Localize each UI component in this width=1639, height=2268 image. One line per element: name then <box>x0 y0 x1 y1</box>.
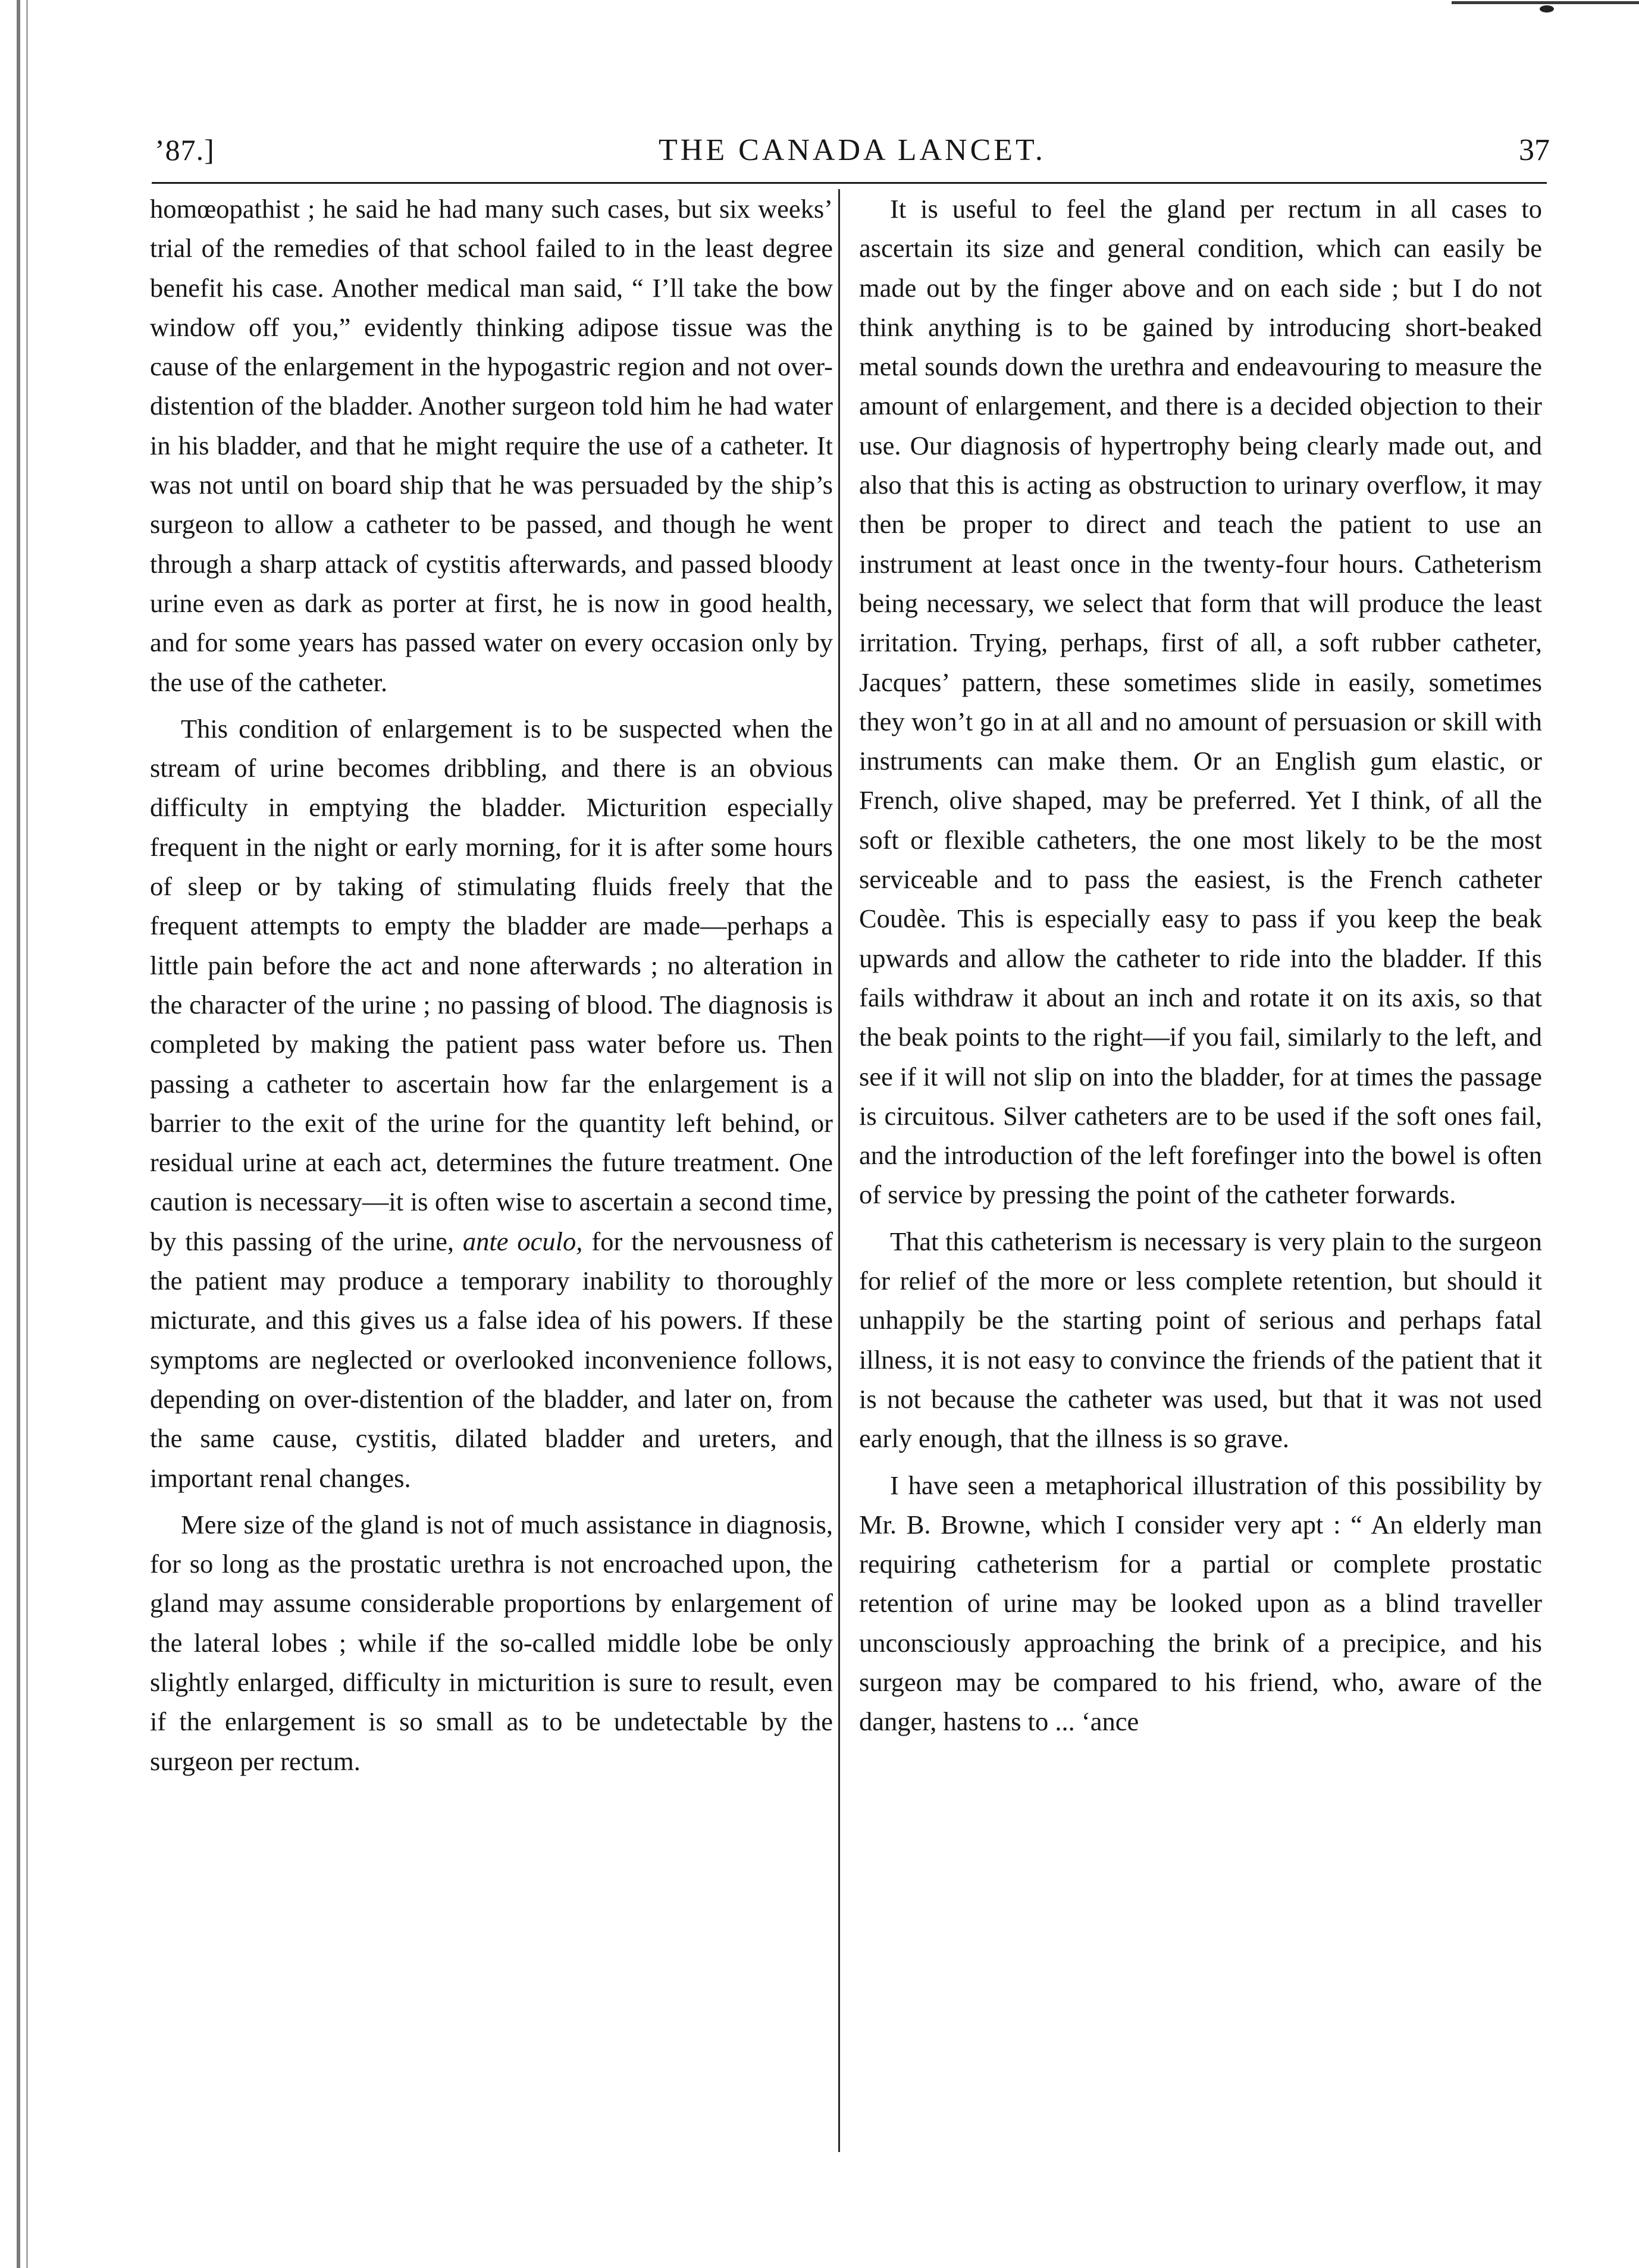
left-paragraph-3: Mere size of the gland is not of much assistance in diagnosis, for so long as the prostatic urethra is not encroached upon, the gland may assume considerable proportions by enlargement of the lateral lobes ; while if the so-called middle lobe be only slightly enlarged, difficulty in micturition is sure to result, even if the enlargement is so small as to be undetectable by the surgeon per rectum. <box>150 1509 833 1776</box>
binding-edge-line <box>26 0 28 2268</box>
running-header <box>155 128 1550 181</box>
column-divider <box>838 189 840 2152</box>
running-date: ’87.] <box>155 133 215 167</box>
left-paragraph-2 <box>150 709 833 1498</box>
right-paragraph-2: That this catheterism is necessary is very plain to the surgeon for relief of the more or less complete retention, but should it unhappily be the starting point of serious and perhaps fatal illness, it is not easy to convince the friends of the patient that it is not because the catheter was used, but that it was not used early enough, that the illness is so grave. <box>859 1226 1542 1454</box>
binding-edge-shadow <box>17 0 20 2268</box>
right-paragraph-1: It is useful to feel the gland per rectum in all cases to ascertain its size and general condition, which can easily be made out by the finger above and on each side ; but I do not think anything is to be gained by introducing short-beaked metal sounds down the urethra and endeavouring to measure the amount of enlargement, and there is a decided objection to their use. Our diagnosis of hypertrophy being clearly made out, and also that this is acting as obstruction to urinary overflow, it may then be proper to direct and teach the patient to use an instrument at least once in the twenty-four hours. Catheterism being necessary, we select that form that will produce the least irritation. Trying, perhaps, first of all, a soft rubber catheter, Jacques’ pattern, these sometimes slide in easily, sometimes they won’t go in at all and no amount of persuasion or skill with instruments can make them. Or an English gum elastic, or French, olive shaped, may be preferred. Yet I think, of all the soft or flexible catheters, the one most likely to be the most serviceable and to pass the easiest, is the French catheter Coudèe. This is especially easy to pass if you keep the beak upwards and allow the catheter to ride into the bladder. If this fails withdraw it about an inch and rotate it on its axis, so that the beak points to the right—if you fail, similarly to the left, and see if it will not slip on into the bladder, for at times the passage is circuitous. Silver catheters are to be used if the soft ones fail, and the introduction of the left forefinger into the bowel is often of service by pressing the point of the catheter forwards. <box>859 194 1542 1210</box>
right-column <box>859 189 1542 1749</box>
left-paragraph-2-text-a: This condition of enlargement is to be suspected when the stream of urine becomes dribbling, and there is an obvious difficulty in emptying the bladder. Micturition especially frequent in the night or early morning, for it is after some hours of sleep or by taking of stimulating fluids freely that the frequent attempts to empty the bladder are made—perhaps a little pain before the act and none afterwards ; no alteration in the character of the urine ; no passing of blood. The diagnosis is completed by making the patient pass water before us. Then passing a catheter to ascertain how far the enlargement is a barrier to the exit of the urine for the quantity left behind, or residual urine at each act, determines the future treatment. One caution is necessary—it is often wise to ascertain a second time, by this passing of the urine, <box>150 713 833 1256</box>
left-paragraph-2-text-b: for the nervousness of the patient may produce a temporary inability to thoroughly micturate, and this gives us a false idea of his powers. If these symptoms are neglected or overlooked inconvenience follows, depending on over-distention of the bladder, and later on, from the same cause, cystitis, dilated bladder and ureters, and important renal changes. <box>150 1226 833 1493</box>
right-paragraph-3: I have seen a metaphorical illustration of this possibility by Mr. B. Browne, which I consider very apt : “ An elderly man requiring catheterism for a partial or complete prostatic retention of urine may be looked upon as a blind traveller unconsciously approaching the brink of a precipice, and his surgeon may be compared to his friend, who, aware of the danger, hastens to ... ‘ance <box>859 1470 1542 1737</box>
scan-corner-artifact <box>1452 0 1639 13</box>
left-column <box>150 189 833 1788</box>
running-title: THE CANADA LANCET. <box>659 133 1046 167</box>
left-paragraph-1: homœopathist ; he said he had many such cases, but six weeks’ trial of the remedies of that school failed to in the least degree benefit his case. Another medical man said, “ I’ll take the bow window off you,” evidently thinking adipose tissue was the cause of the enlargement in the hypogastric region and not over-distention of the bladder. Another surgeon told him he had water in his bladder, and that he might require the use of a catheter. It was not until on board ship that he was persuaded by the ship’s surgeon to allow a catheter to be passed, and though he went through a sharp attack of cystitis afterwards, and passed bloody urine even as dark as porter at first, he is now in good health, and for some years has passed water on every occasion only by the use of the catheter. <box>150 194 833 697</box>
header-rule <box>152 182 1547 184</box>
page-number: 37 <box>1519 133 1550 167</box>
left-paragraph-2-italic: ante oculo, <box>462 1226 583 1256</box>
